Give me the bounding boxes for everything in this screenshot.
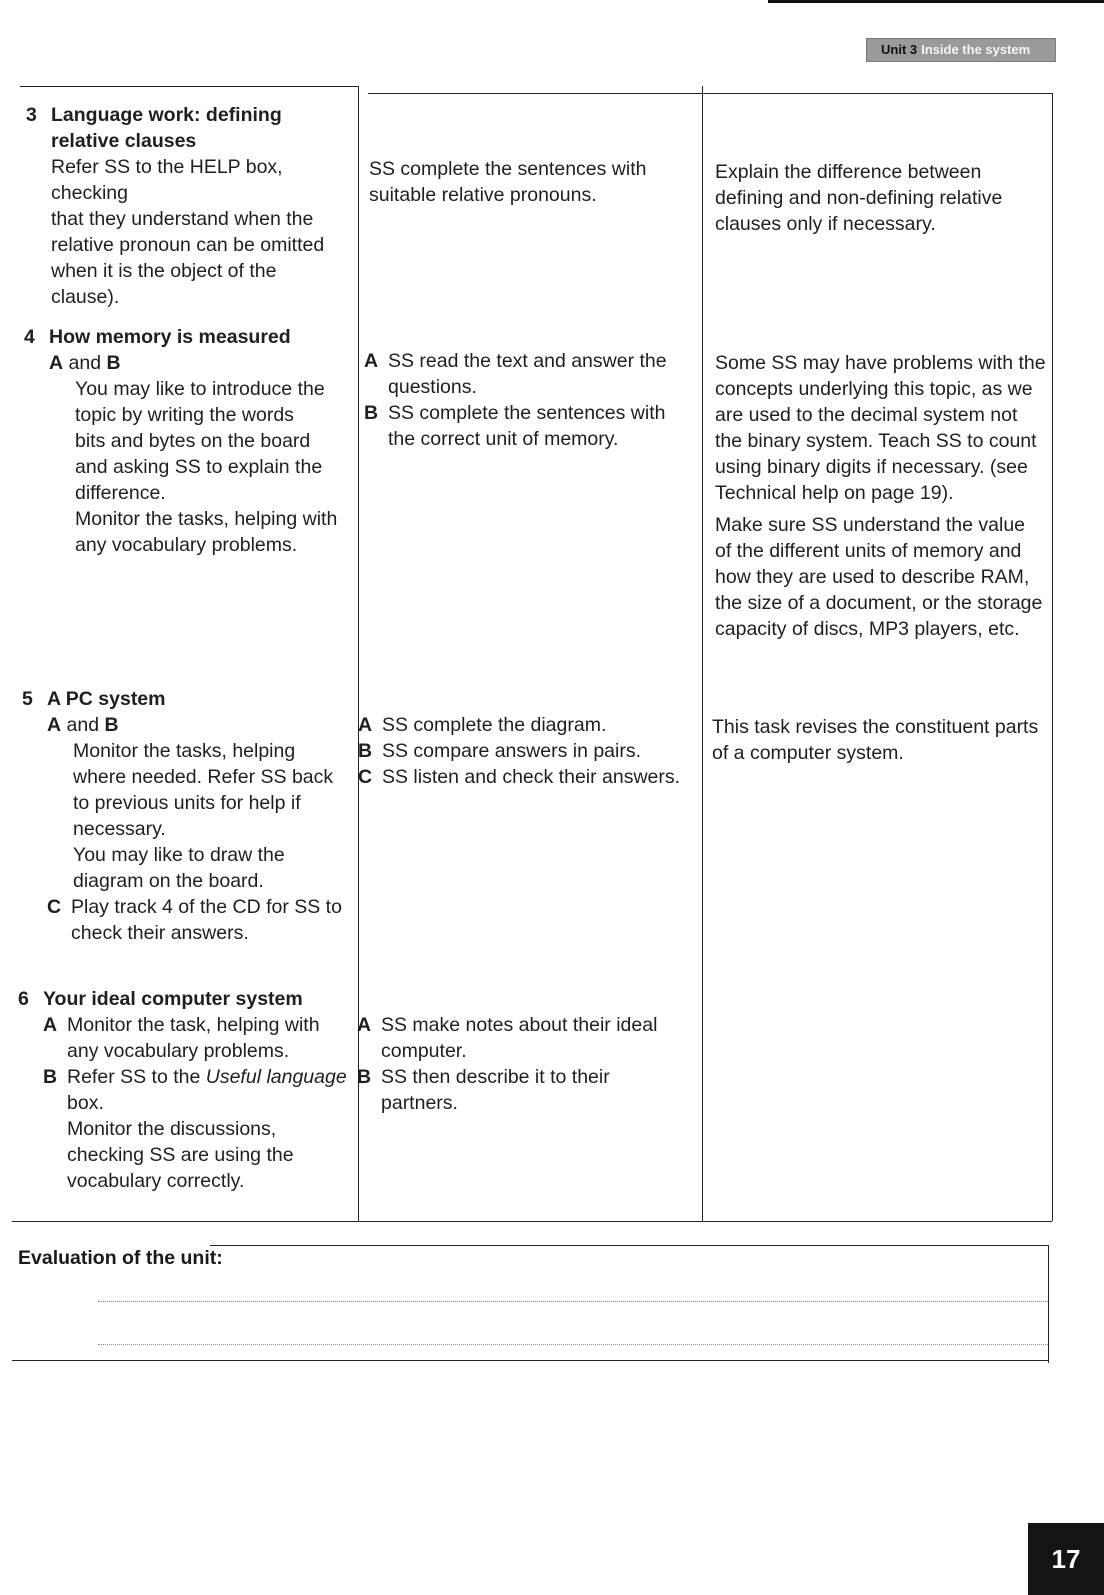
- evaluation-right-border: [1048, 1245, 1049, 1363]
- evaluation-box: [12, 1245, 1050, 1363]
- list-item: C Play track 4 of the CD for SS to check their answers.: [47, 896, 342, 944]
- unit-title: Inside the system: [921, 42, 1031, 57]
- list-item: B SS then describe it to their partners.: [357, 1066, 610, 1114]
- section-5-subhead: A and B: [47, 714, 119, 736]
- list-item: A SS complete the diagram.: [358, 714, 607, 736]
- list-item: B SS compare answers in pairs.: [358, 740, 642, 762]
- list-item: A Monitor the task, helping with any vocabulary problems.: [43, 1014, 320, 1062]
- column-divider-2: [702, 86, 703, 1221]
- section-4-text: You may like to introduce the topic by writing the words bits and bytes on the board and asking SS to explain the difference. Monitor the tasks, helping with any vocabulary problems.: [75, 378, 338, 556]
- top-rule: [768, 0, 1104, 3]
- list-item: B Refer SS to the Useful language box. Monitor the discussions, checking SS are using the vocabulary correctly.: [43, 1066, 347, 1192]
- lesson-table: [12, 86, 1054, 1221]
- section-5-col2: [358, 712, 698, 790]
- table-top-rule-mid: [368, 93, 1052, 94]
- section-3-title: 3 Language work: defining: [26, 104, 282, 126]
- list-item: C SS listen and check their answers.: [358, 766, 681, 788]
- table-bottom-rule: [12, 1221, 1052, 1222]
- list-item: A SS read the text and answer the questions.: [364, 350, 667, 398]
- section-3-col2: SS complete the sentences with suitable relative pronouns.: [369, 158, 647, 206]
- section-4-title: 4 How memory is measured: [24, 326, 291, 348]
- evaluation-writing-line: [98, 1344, 1048, 1345]
- section-5-title: 5 A PC system: [22, 688, 166, 710]
- table-top-rule: [20, 86, 358, 87]
- section-4-col2: [364, 348, 698, 452]
- page-number: 17: [1028, 1523, 1104, 1595]
- section-6-col2: [357, 1012, 697, 1116]
- evaluation-bottom-rule: [12, 1360, 1049, 1361]
- section-5-text: Monitor the tasks, helping where needed. Refer SS back to previous units for help if necessary. You may like to draw the diagram on the board.: [73, 740, 334, 892]
- section-5-col1: [22, 686, 356, 946]
- section-4-col3: Some SS may have problems with the concepts underlying this topic, as we are used to the decimal system not the binary system. Teach SS to count using binary digits if necessary. (see Technical help on page 19). Make sure SS understand the value of the different units of memory and how they are used to describe RAM, the size of a document, or the storage capacity of discs, MP3 players, etc.: [715, 352, 1046, 640]
- section-4-col1: [24, 324, 356, 558]
- unit-tag: [866, 38, 1056, 62]
- evaluation-label: Evaluation of the unit:: [18, 1247, 223, 1269]
- section-4-subhead: A and B: [49, 352, 121, 374]
- section-3-col1: [26, 102, 356, 310]
- section-6-title: 6 Your ideal computer system: [18, 988, 303, 1010]
- table-right-border: [1052, 93, 1053, 1221]
- section-5-col3: This task revises the constituent parts of a computer system.: [712, 716, 1039, 764]
- evaluation-writing-line: [98, 1301, 1048, 1302]
- unit-number: Unit 3: [881, 42, 918, 57]
- section-3-text: Refer SS to the HELP box, checking that they understand when the relative pronoun can be omitted when it is the object of the clause).: [51, 156, 325, 308]
- section-6-col1: [18, 986, 356, 1194]
- section-3-title-line2: relative clauses: [51, 130, 197, 152]
- list-item: A SS make notes about their ideal computer.: [357, 1014, 658, 1062]
- section-3-col3: Explain the difference between defining and non-defining relative clauses only if necessary.: [715, 161, 1003, 235]
- list-item: B SS complete the sentences with the correct unit of memory.: [364, 402, 666, 450]
- evaluation-top-rule: [210, 1245, 1048, 1246]
